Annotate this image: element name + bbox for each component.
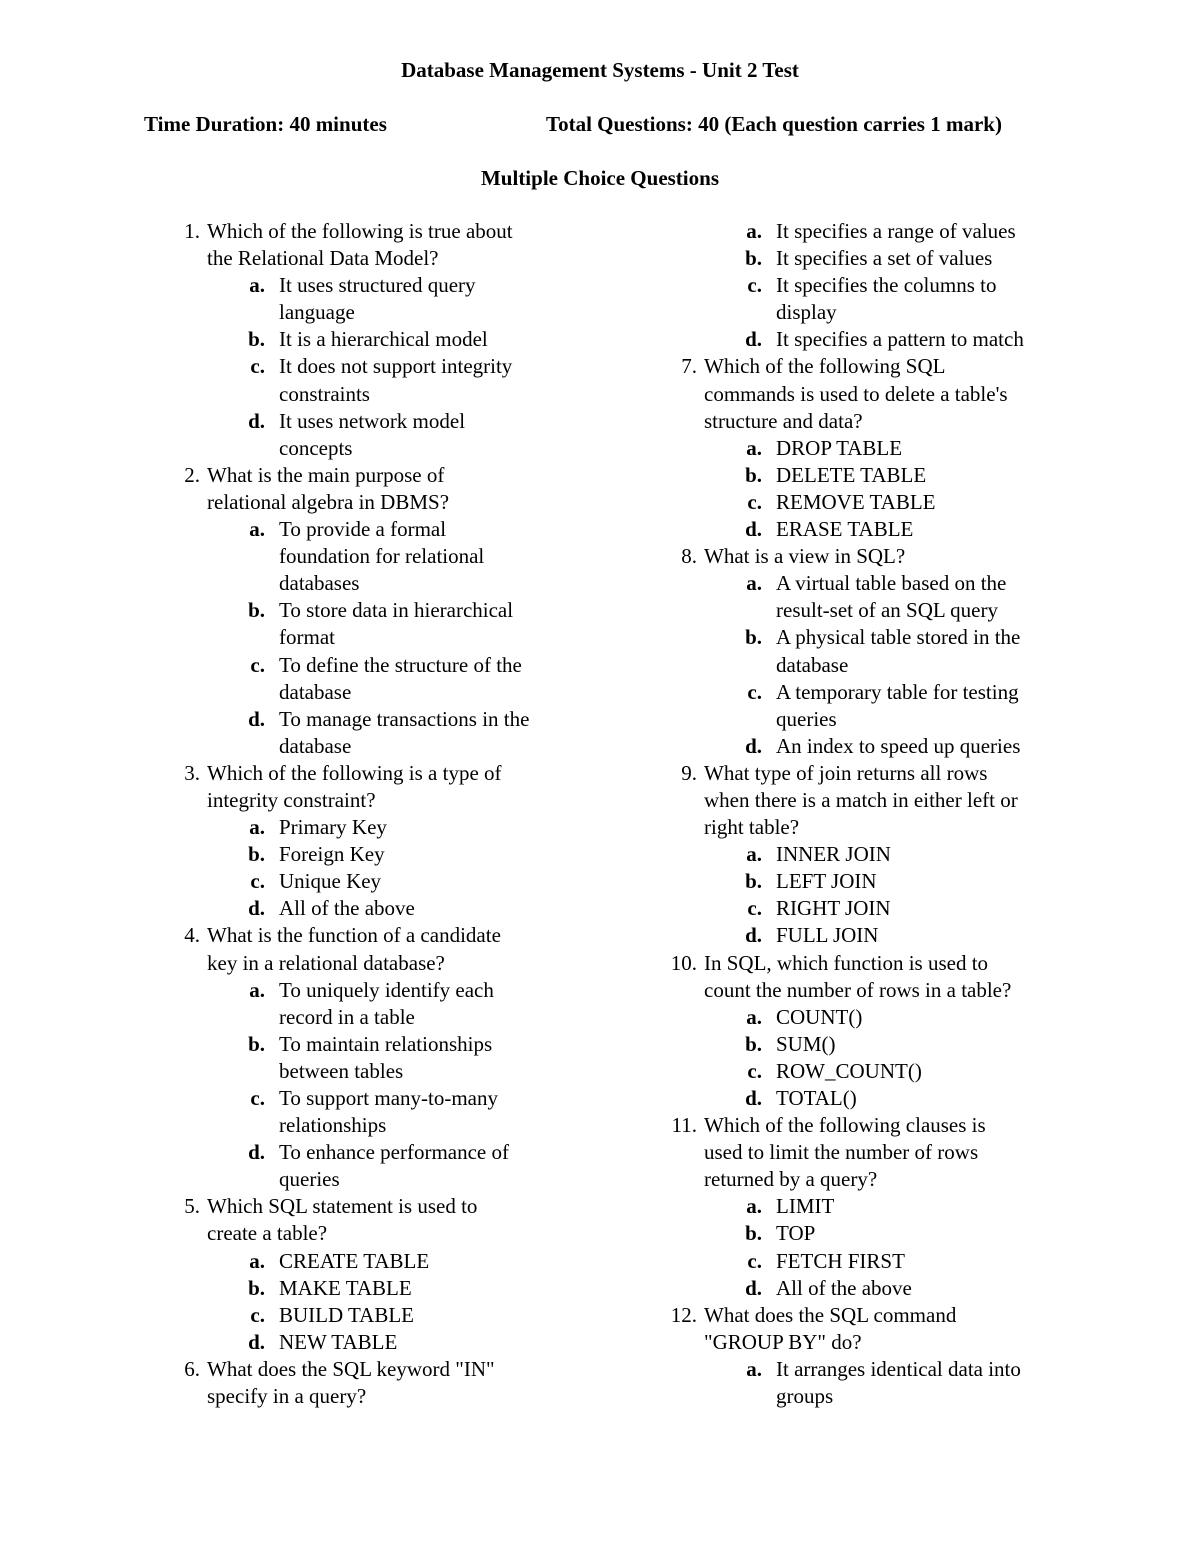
option-text-line: SUM() bbox=[776, 1031, 836, 1056]
total-questions: Total Questions: 40 (Each question carries 1 mark) bbox=[546, 112, 1002, 136]
time-duration: Time Duration: 40 minutes bbox=[144, 112, 387, 136]
option-text-line: databases bbox=[279, 571, 360, 596]
option-letter: a. bbox=[746, 435, 762, 460]
option-text-line: FETCH FIRST bbox=[776, 1248, 905, 1273]
option-text-line: Primary Key bbox=[279, 815, 387, 840]
question bbox=[167, 1193, 587, 1247]
option-letter: a. bbox=[249, 273, 265, 298]
answer-option bbox=[167, 1248, 587, 1275]
question-text-line: What does the SQL command bbox=[704, 1302, 957, 1327]
option-letter: b. bbox=[745, 625, 762, 650]
option-letter: c. bbox=[747, 679, 762, 704]
question-number: 6. bbox=[184, 1356, 200, 1381]
answer-option bbox=[664, 462, 1084, 489]
answer-option bbox=[167, 706, 587, 760]
question bbox=[167, 1356, 587, 1410]
option-letter: a. bbox=[249, 517, 265, 542]
option-text-line: queries bbox=[279, 1167, 340, 1192]
answer-option bbox=[664, 245, 1084, 272]
option-letter: c. bbox=[747, 896, 762, 921]
question-text-line: Which of the following is true about bbox=[207, 219, 513, 243]
option-text-line: To provide a formal bbox=[279, 517, 447, 542]
answer-option bbox=[167, 272, 587, 326]
answer-option bbox=[664, 1058, 1084, 1085]
option-text-line: queries bbox=[776, 706, 837, 731]
option-text-line: DROP TABLE bbox=[776, 435, 903, 460]
option-text-line: A virtual table based on the bbox=[776, 571, 1007, 596]
option-text-line: To store data in hierarchical bbox=[279, 598, 514, 623]
question-number: 8. bbox=[681, 544, 697, 569]
question-number: 9. bbox=[681, 760, 697, 785]
option-text-line: It specifies the columns to bbox=[776, 273, 997, 298]
option-letter: b. bbox=[745, 869, 762, 894]
answer-option bbox=[664, 516, 1084, 543]
option-letter: a. bbox=[746, 842, 762, 867]
option-text-line: result-set of an SQL query bbox=[776, 598, 998, 623]
answer-option bbox=[664, 1248, 1084, 1275]
option-letter: c. bbox=[747, 1058, 762, 1083]
question-text-line: structure and data? bbox=[704, 408, 863, 433]
option-text-line: between tables bbox=[279, 1058, 404, 1083]
option-letter: d. bbox=[248, 706, 265, 731]
option-text-line: It specifies a set of values bbox=[776, 246, 993, 271]
question-text-line: count the number of rows in a table? bbox=[704, 977, 1012, 1002]
answer-option bbox=[167, 1085, 587, 1139]
option-text-line: NEW TABLE bbox=[279, 1329, 398, 1354]
option-text-line: It arranges identical data into bbox=[776, 1356, 1021, 1381]
answer-option bbox=[664, 326, 1084, 353]
question bbox=[167, 218, 587, 272]
answer-option bbox=[167, 814, 587, 841]
option-text-line: LEFT JOIN bbox=[776, 869, 877, 894]
answer-option bbox=[167, 516, 587, 597]
option-text-line: record in a table bbox=[279, 1004, 415, 1029]
question bbox=[664, 760, 1084, 841]
option-text-line: format bbox=[279, 625, 335, 650]
answer-option bbox=[167, 597, 587, 651]
question bbox=[664, 1302, 1084, 1356]
option-text-line: database bbox=[279, 679, 352, 704]
option-letter: c. bbox=[250, 354, 265, 379]
question-text-line: What is the function of a candidate bbox=[207, 923, 501, 948]
option-text-line: CREATE TABLE bbox=[279, 1248, 430, 1273]
answer-option bbox=[167, 1302, 587, 1329]
question-text-line: specify in a query? bbox=[207, 1384, 367, 1409]
question-text-line: What is the main purpose of bbox=[207, 462, 445, 487]
option-letter: c. bbox=[747, 1248, 762, 1273]
question-text-line: Which SQL statement is used to bbox=[207, 1194, 478, 1219]
question bbox=[167, 760, 587, 814]
option-text-line: BUILD TABLE bbox=[279, 1302, 415, 1327]
option-text-line: INNER JOIN bbox=[776, 842, 891, 867]
question-number: 12. bbox=[670, 1302, 697, 1327]
option-text-line: relationships bbox=[279, 1113, 387, 1138]
answer-option bbox=[664, 1031, 1084, 1058]
option-letter: b. bbox=[248, 327, 265, 352]
option-text-line: constraints bbox=[279, 381, 370, 406]
answer-option bbox=[664, 1193, 1084, 1220]
option-text-line: groups bbox=[776, 1384, 834, 1409]
right-column bbox=[664, 218, 1084, 1410]
option-letter: a. bbox=[249, 977, 265, 1002]
question-number: 10. bbox=[670, 950, 697, 975]
option-letter: c. bbox=[250, 1302, 265, 1327]
answer-option bbox=[167, 1031, 587, 1085]
answer-option bbox=[664, 489, 1084, 516]
option-text-line: It uses structured query bbox=[279, 273, 476, 298]
option-letter: b. bbox=[745, 1031, 762, 1056]
question-text-line: Which of the following clauses is bbox=[704, 1113, 986, 1138]
option-letter: c. bbox=[250, 1086, 265, 1110]
option-letter: b. bbox=[248, 598, 265, 623]
question-text-line: create a table? bbox=[207, 1221, 328, 1246]
document-title: Database Management Systems - Unit 2 Test bbox=[401, 58, 799, 82]
option-letter: c. bbox=[250, 652, 265, 677]
option-text-line: To support many-to-many bbox=[279, 1086, 498, 1110]
question-number: 2. bbox=[184, 462, 200, 487]
option-text-line: RIGHT JOIN bbox=[776, 896, 891, 921]
option-letter: a. bbox=[249, 815, 265, 840]
answer-option bbox=[664, 733, 1084, 760]
answer-option bbox=[167, 353, 587, 407]
option-text-line: It does not support integrity bbox=[279, 354, 513, 379]
question-text-line: the Relational Data Model? bbox=[207, 246, 439, 271]
question-text-line: right table? bbox=[704, 815, 800, 840]
answer-option bbox=[167, 408, 587, 462]
option-letter: a. bbox=[746, 1356, 762, 1381]
question-text-line: Which of the following SQL bbox=[704, 354, 946, 379]
question-text-line: commands is used to delete a table's bbox=[704, 381, 1008, 406]
option-letter: d. bbox=[745, 1086, 762, 1110]
answer-option bbox=[167, 977, 587, 1031]
option-text-line: It is a hierarchical model bbox=[279, 327, 488, 352]
option-text-line: To define the structure of the bbox=[279, 652, 522, 677]
option-text-line: To enhance performance of bbox=[279, 1140, 509, 1165]
question-number: 4. bbox=[184, 923, 200, 948]
question-number: 5. bbox=[184, 1194, 200, 1219]
option-text-line: A physical table stored in the bbox=[776, 625, 1021, 650]
option-text-line: It specifies a pattern to match bbox=[776, 327, 1024, 352]
answer-option bbox=[664, 1275, 1084, 1302]
option-text-line: It specifies a range of values bbox=[776, 219, 1016, 243]
question-text-line: What is a view in SQL? bbox=[704, 544, 906, 569]
option-text-line: An index to speed up queries bbox=[776, 733, 1021, 758]
option-letter: d. bbox=[248, 896, 265, 921]
answer-option bbox=[167, 1329, 587, 1356]
option-letter: c. bbox=[250, 869, 265, 894]
answer-option bbox=[664, 868, 1084, 895]
option-letter: a. bbox=[746, 1194, 762, 1219]
option-text-line: concepts bbox=[279, 435, 353, 460]
option-letter: a. bbox=[746, 219, 762, 243]
answer-option bbox=[167, 326, 587, 353]
question-text-line: when there is a match in either left or bbox=[704, 787, 1018, 812]
answer-option bbox=[167, 868, 587, 895]
option-text-line: foundation for relational bbox=[279, 544, 485, 569]
answer-option bbox=[664, 1004, 1084, 1031]
question bbox=[167, 922, 587, 976]
answer-option bbox=[664, 1085, 1084, 1112]
answer-option bbox=[664, 1220, 1084, 1247]
question-text-line: "GROUP BY" do? bbox=[704, 1329, 862, 1354]
option-letter: b. bbox=[745, 1221, 762, 1246]
answer-option bbox=[167, 1275, 587, 1302]
option-text-line: It uses network model bbox=[279, 408, 466, 433]
question-text-line: used to limit the number of rows bbox=[704, 1140, 979, 1165]
option-letter: b. bbox=[248, 1031, 265, 1056]
option-letter: a. bbox=[249, 1248, 265, 1273]
option-text-line: All of the above bbox=[279, 896, 415, 921]
option-letter: c. bbox=[747, 489, 762, 514]
option-text-line: TOP bbox=[776, 1221, 816, 1246]
option-text-line: FULL JOIN bbox=[776, 923, 879, 948]
option-text-line: COUNT() bbox=[776, 1004, 863, 1029]
question-number: 7. bbox=[681, 354, 697, 379]
option-text-line: To manage transactions in the bbox=[279, 706, 530, 731]
option-letter: d. bbox=[745, 1275, 762, 1300]
question-text-line: In SQL, which function is used to bbox=[704, 950, 989, 975]
question-text-line: returned by a query? bbox=[704, 1167, 878, 1192]
question bbox=[664, 1112, 1084, 1193]
option-letter: d. bbox=[745, 327, 762, 352]
question bbox=[167, 462, 587, 516]
question bbox=[664, 950, 1084, 1004]
question-text-line: Which of the following is a type of bbox=[207, 760, 502, 785]
answer-option bbox=[664, 272, 1084, 326]
question-number: 1. bbox=[184, 219, 200, 243]
question-text-line: What does the SQL keyword "IN" bbox=[207, 1356, 495, 1381]
option-text-line: REMOVE TABLE bbox=[776, 489, 936, 514]
answer-option bbox=[167, 895, 587, 922]
option-text-line: ROW_COUNT() bbox=[776, 1058, 922, 1083]
answer-option bbox=[664, 218, 1084, 245]
answer-option bbox=[167, 1139, 587, 1193]
option-text-line: database bbox=[279, 733, 352, 758]
option-text-line: A temporary table for testing bbox=[776, 679, 1019, 704]
option-text-line: All of the above bbox=[776, 1275, 912, 1300]
option-letter: b. bbox=[248, 842, 265, 867]
section-title: Multiple Choice Questions bbox=[480, 166, 719, 190]
question-text-line: What type of join returns all rows bbox=[704, 760, 988, 785]
option-text-line: Unique Key bbox=[279, 869, 382, 894]
answer-option bbox=[664, 895, 1084, 922]
answer-option bbox=[664, 679, 1084, 733]
question bbox=[664, 543, 1084, 570]
option-text-line: MAKE TABLE bbox=[279, 1275, 412, 1300]
option-text-line: Foreign Key bbox=[279, 842, 385, 867]
option-letter: c. bbox=[747, 273, 762, 298]
option-text-line: language bbox=[279, 300, 355, 325]
option-letter: a. bbox=[746, 571, 762, 596]
option-text-line: DELETE TABLE bbox=[776, 462, 927, 487]
answer-option bbox=[664, 570, 1084, 624]
left-column bbox=[167, 218, 587, 1410]
question-text-line: key in a relational database? bbox=[207, 950, 445, 975]
option-letter: d. bbox=[248, 1329, 265, 1354]
answer-option bbox=[664, 841, 1084, 868]
option-text-line: To uniquely identify each bbox=[279, 977, 494, 1002]
option-letter: b. bbox=[745, 462, 762, 487]
option-text-line: ERASE TABLE bbox=[776, 517, 914, 542]
option-letter: d. bbox=[745, 517, 762, 542]
question-text-line: relational algebra in DBMS? bbox=[207, 489, 450, 514]
option-text-line: To maintain relationships bbox=[279, 1031, 493, 1056]
option-letter: d. bbox=[248, 1140, 265, 1165]
question-text-line: integrity constraint? bbox=[207, 787, 376, 812]
option-letter: b. bbox=[248, 1275, 265, 1300]
option-letter: b. bbox=[745, 246, 762, 271]
option-letter: d. bbox=[745, 733, 762, 758]
question bbox=[664, 353, 1084, 434]
option-text-line: database bbox=[776, 652, 849, 677]
answer-option bbox=[664, 624, 1084, 678]
answer-option bbox=[167, 652, 587, 706]
option-letter: d. bbox=[248, 408, 265, 433]
option-letter: d. bbox=[745, 923, 762, 948]
question-number: 11. bbox=[671, 1113, 697, 1138]
option-text-line: display bbox=[776, 300, 837, 325]
answer-option bbox=[664, 922, 1084, 949]
option-letter: a. bbox=[746, 1004, 762, 1029]
answer-option bbox=[167, 841, 587, 868]
option-text-line: TOTAL() bbox=[776, 1086, 857, 1110]
option-text-line: LIMIT bbox=[776, 1194, 835, 1219]
answer-option bbox=[664, 1356, 1084, 1410]
answer-option bbox=[664, 435, 1084, 462]
question-number: 3. bbox=[184, 760, 200, 785]
